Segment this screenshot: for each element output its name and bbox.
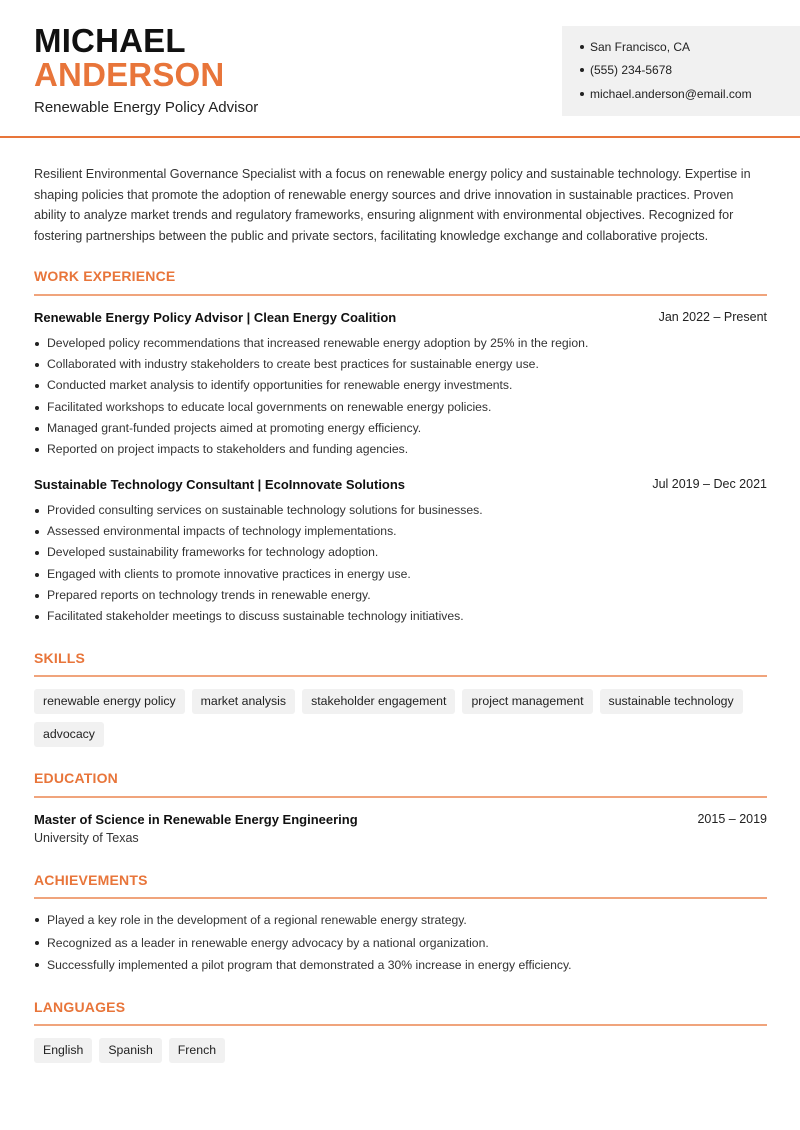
job-2-role: Sustainable Technology Consultant | EcoInnovate Solutions xyxy=(34,477,406,492)
contact-box xyxy=(562,26,800,116)
list-item: Managed grant-funded projects aimed at promoting energy efficiency. xyxy=(34,418,767,439)
first-name: MICHAEL xyxy=(34,22,186,59)
list-item: Facilitated workshops to educate local governments on renewable energy policies. xyxy=(34,397,767,418)
list-item: Prepared reports on technology trends in renewable energy. xyxy=(34,585,767,606)
section-divider xyxy=(34,1024,767,1026)
skills-tags xyxy=(34,689,767,747)
phone-text: (555) 234-5678 xyxy=(590,63,673,77)
job-1-dates: Jan 2022 – Present xyxy=(658,310,767,324)
list-item: Reported on project impacts to stakeholders and funding agencies. xyxy=(34,439,767,460)
language-tag: French xyxy=(169,1038,225,1063)
last-name: ANDERSON xyxy=(34,56,225,93)
section-divider xyxy=(34,675,767,677)
section-divider xyxy=(34,897,767,899)
list-item: Provided consulting services on sustainable technology solutions for businesses. xyxy=(34,500,767,521)
summary-paragraph: Resilient Environmental Governance Specialist with a focus on renewable energy policy and sustainable technology. Expertise in shaping policies that promote the adoption of renewable energy sources and drive innovation in sustainable practices. Proven ability to analyze market trends and regulatory frameworks, ensuring alignment with environmental objectives. Recognized for fostering partnerships between the public and private sectors, facilitating knowledge exchange and collaborative projects. xyxy=(34,167,751,244)
skills-heading: SKILLS xyxy=(34,650,85,666)
list-item: Conducted market analysis to identify opportunities for renewable energy investments. xyxy=(34,375,767,396)
education-heading: EDUCATION xyxy=(34,770,118,786)
bullet-icon xyxy=(580,92,584,96)
skill-tag: advocacy xyxy=(34,722,104,747)
skill-tag: renewable energy policy xyxy=(34,689,185,714)
job-1-header xyxy=(34,310,767,325)
job-2-dates: Jul 2019 – Dec 2021 xyxy=(652,477,767,491)
contact-email xyxy=(580,87,752,101)
resume-header xyxy=(0,0,800,138)
list-item: Played a key role in the development of a regional renewable energy strategy. xyxy=(34,909,767,932)
list-item: Facilitated stakeholder meetings to discuss sustainable technology initiatives. xyxy=(34,606,767,627)
job-2-bullets xyxy=(34,500,767,627)
job-1-bullets xyxy=(34,333,767,460)
list-item: Engaged with clients to promote innovative practices in energy use. xyxy=(34,564,767,585)
contact-location xyxy=(580,40,690,54)
bullet-icon xyxy=(580,45,584,49)
achievements-heading: ACHIEVEMENTS xyxy=(34,872,148,888)
education-dates: 2015 – 2019 xyxy=(697,812,767,826)
work-experience-heading: WORK EXPERIENCE xyxy=(34,268,176,284)
skill-tag: sustainable technology xyxy=(600,689,743,714)
education-degree: Master of Science in Renewable Energy Engineering xyxy=(34,812,358,827)
job-2-header xyxy=(34,477,767,492)
section-divider xyxy=(34,294,767,296)
language-tag: English xyxy=(34,1038,92,1063)
location-text: San Francisco, CA xyxy=(590,40,691,54)
job-title: Renewable Energy Policy Advisor xyxy=(34,99,259,116)
list-item: Developed sustainability frameworks for technology adoption. xyxy=(34,542,767,563)
list-item: Recognized as a leader in renewable energy advocacy by a national organization. xyxy=(34,932,767,955)
skill-tag: market analysis xyxy=(192,689,295,714)
list-item: Assessed environmental impacts of technology implementations. xyxy=(34,521,767,542)
list-item: Successfully implemented a pilot program that demonstrated a 30% increase in energy efficiency. xyxy=(34,954,767,977)
list-item: Collaborated with industry stakeholders to create best practices for sustainable energy use. xyxy=(34,354,767,375)
section-divider xyxy=(34,796,767,798)
list-item: Developed policy recommendations that increased renewable energy adoption by 25% in the region. xyxy=(34,333,767,354)
contact-phone xyxy=(580,63,672,77)
languages-heading: LANGUAGES xyxy=(34,999,126,1015)
email-text: michael.anderson@email.com xyxy=(590,87,752,101)
language-tags xyxy=(34,1038,767,1063)
skill-tag: stakeholder engagement xyxy=(302,689,455,714)
job-1-role: Renewable Energy Policy Advisor | Clean Energy Coalition xyxy=(34,310,397,325)
achievements-list xyxy=(34,909,767,977)
language-tag: Spanish xyxy=(99,1038,161,1063)
education-school: University of Texas xyxy=(34,831,139,845)
skill-tag: project management xyxy=(462,689,592,714)
bullet-icon xyxy=(580,68,584,72)
